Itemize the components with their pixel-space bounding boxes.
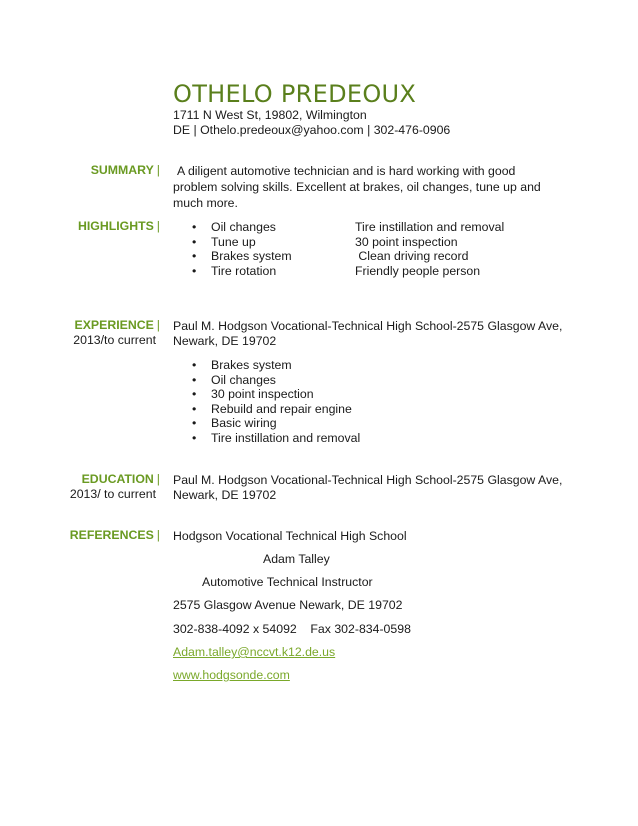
highlights-left-list bbox=[173, 220, 292, 278]
list-item: • Brakes system bbox=[173, 249, 292, 264]
summary-label bbox=[91, 163, 160, 177]
experience-label-text: EXPERIENCE bbox=[74, 318, 154, 332]
list-item: • Tune up bbox=[173, 235, 292, 250]
list-item: Tire instillation and removal bbox=[355, 220, 505, 234]
experience-employer-line2: Newark, DE 19702 bbox=[173, 334, 277, 348]
list-item: • Basic wiring bbox=[173, 416, 360, 431]
contact-address: 1711 N West St, 19802, Wilmington bbox=[173, 108, 367, 122]
references-separator: | bbox=[156, 528, 160, 542]
list-item: • Brakes system bbox=[173, 358, 360, 373]
list-item: • Tire rotation bbox=[173, 264, 292, 279]
education-school-line2: Newark, DE 19702 bbox=[173, 488, 277, 502]
summary-separator: | bbox=[156, 163, 160, 177]
experience-bullets bbox=[173, 358, 360, 445]
reference-email-link[interactable]: Adam.talley@nccvt.k12.de.us bbox=[173, 645, 336, 659]
list-item: Friendly people person bbox=[355, 263, 481, 278]
list-item: Clean driving record bbox=[355, 249, 469, 263]
reference-address: 2575 Glasgow Avenue Newark, DE 19702 bbox=[173, 598, 403, 612]
experience-employer-line1: Paul M. Hodgson Vocational-Technical High School-2575 Glasgow Ave, bbox=[173, 319, 563, 333]
education-separator: | bbox=[156, 472, 160, 486]
list-item: • Oil changes bbox=[173, 373, 360, 388]
list-item: • Oil changes bbox=[173, 220, 292, 235]
education-label-text: EDUCATION bbox=[81, 472, 154, 486]
highlights-separator: | bbox=[156, 219, 160, 233]
reference-contact-title: Automotive Technical Instructor bbox=[202, 575, 373, 589]
education-date: 2013/ to current bbox=[69, 487, 156, 501]
resume-name: OTHELO PREDEOUX bbox=[173, 80, 417, 108]
references-label-text: REFERENCES bbox=[69, 528, 154, 542]
list-item: • Tire instillation and removal bbox=[173, 431, 360, 446]
education-school-line1: Paul M. Hodgson Vocational-Technical High School-2575 Glasgow Ave, bbox=[173, 473, 563, 487]
highlights-label-text: HIGHLIGHTS bbox=[77, 219, 154, 233]
experience-date: 2013/to current bbox=[73, 333, 156, 347]
list-item: • Rebuild and repair engine bbox=[173, 402, 360, 417]
education-label bbox=[82, 472, 160, 486]
highlights-right-list bbox=[355, 220, 504, 278]
summary-label-text: SUMMARY bbox=[90, 163, 154, 177]
summary-text: A diligent automotive technician and is hard working with good problem solving skills. Excellent at brakes, oil changes, tune up and much more. bbox=[173, 164, 541, 210]
reference-school: Hodgson Vocational Technical High School bbox=[173, 529, 407, 543]
references-label bbox=[70, 528, 160, 542]
experience-separator: | bbox=[156, 318, 160, 332]
contact-line: DE | Othelo.predeoux@yahoo.com | 302-476-0906 bbox=[173, 123, 451, 137]
list-item: 30 point inspection bbox=[355, 234, 458, 249]
list-item: • 30 point inspection bbox=[173, 387, 360, 402]
reference-phones: 302-838-4092 x 54092 Fax 302-834-0598 bbox=[173, 622, 411, 636]
reference-website-link[interactable]: www.hodgsonde.com bbox=[173, 668, 290, 682]
experience-label bbox=[75, 318, 160, 332]
reference-contact-name: Adam Talley bbox=[263, 552, 330, 566]
highlights-label bbox=[78, 219, 160, 233]
